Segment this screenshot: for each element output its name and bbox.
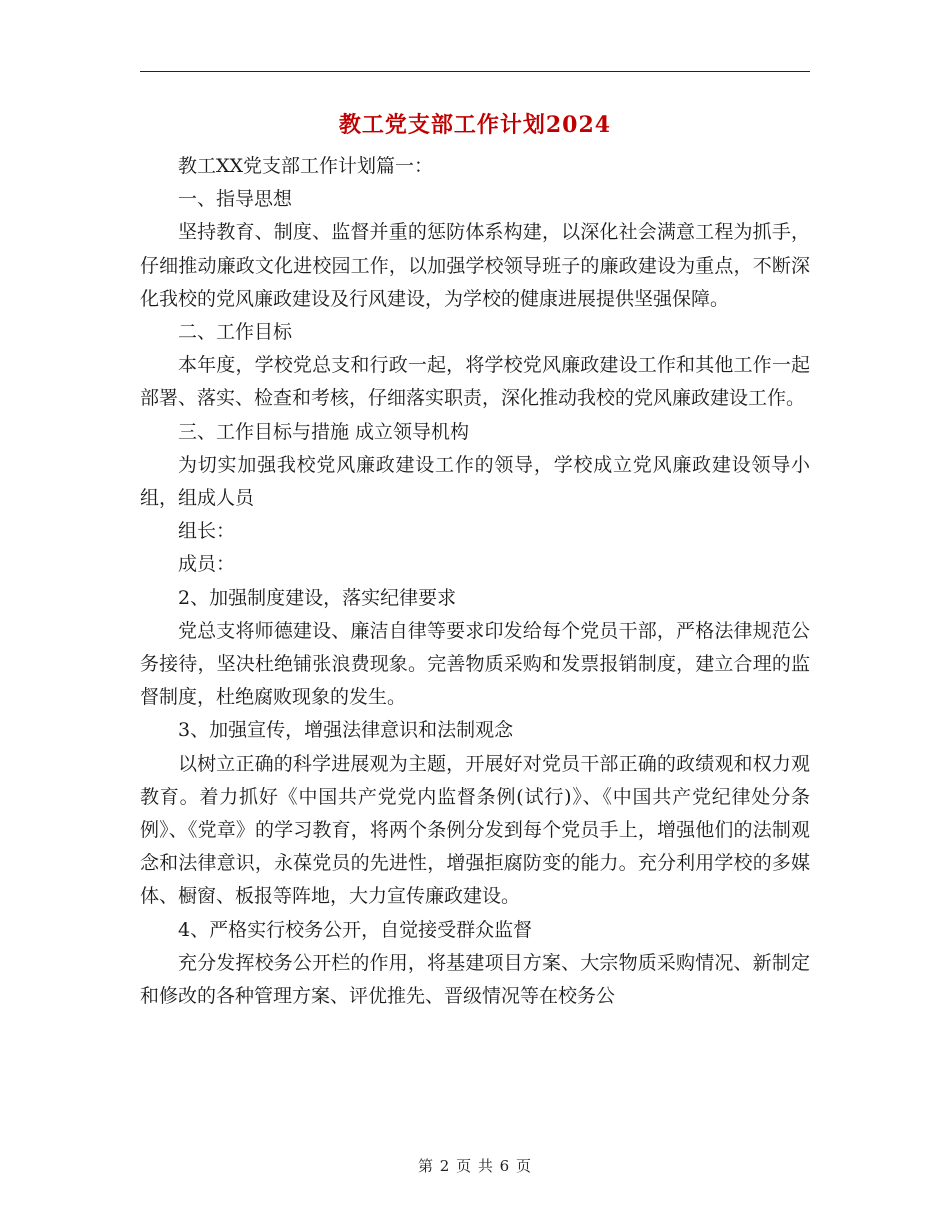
paragraph: 组长： xyxy=(178,520,236,543)
paragraph: 教工XX党支部工作计划篇一： xyxy=(178,155,434,177)
paragraph: 本年度，学校党总支和行政一起，将学校党风廉政建设工作和其他工作一起部署、落实、检查和考核，仔细落实职责，深化推动我校的党风廉政建设工作。 xyxy=(140,354,810,410)
header-rule xyxy=(140,71,810,72)
page-number-footer: 第 2 页 共 6 页 xyxy=(418,1157,532,1175)
paragraph: 党总支将师德建设、廉洁自律等要求印发给每个党员干部，严格法律规范公务接待，坚决杜绝铺张浪费现象。完善物质采购和发票报销制度，建立合理的监督制度，杜绝腐败现象的发生。 xyxy=(140,619,810,709)
section-heading: 三、工作目标与措施 成立领导机构 xyxy=(178,420,470,443)
section-heading: 3、加强宣传，增强法律意识和法制观念 xyxy=(178,719,514,742)
section-heading: 一、指导思想 xyxy=(178,188,293,211)
paragraph: 充分发挥校务公开栏的作用，将基建项目方案、大宗物质采购情况、新制定和修改的各种管理方案、评优推先、晋级情况等在校务公 xyxy=(140,951,810,1008)
section-heading: 4、严格实行校务公开，自觉接受群众监督 xyxy=(178,918,533,941)
document-body xyxy=(140,150,810,1013)
section-heading: 二、工作目标 xyxy=(178,321,293,344)
section-heading: 2、加强制度建设，落实纪律要求 xyxy=(178,586,457,609)
paragraph: 以树立正确的科学进展观为主题，开展好对党员干部正确的政绩观和权力观教育。着力抓好《中国共产党党内监督条例(试行)》、《中国共产党纪律处分条例》、《党章》的学习教育，将两个条例分发到每个党员手上，增强他们的法制观念和法律意识，永葆党员的先进性，增强拒腐防变的能力。充分利用学校的多媒体、橱窗、板报等阵地，大力宣传廉政建设。 xyxy=(140,752,810,908)
document-title: 教工党支部工作计划2024 xyxy=(338,112,612,138)
paragraph: 成员： xyxy=(178,553,236,576)
paragraph: 坚持教育、制度、监督并重的惩防体系构建，以深化社会满意工程为抓手，仔细推动廉政文化进校园工作，以加强学校领导班子的廉政建设为重点，不断深化我校的党风廉政建设及行风建设，为学校的健康进展提供坚强保障。 xyxy=(140,221,810,310)
paragraph: 为切实加强我校党风廉政建设工作的领导，学校成立党风廉政建设领导小组，组成人员 xyxy=(140,453,810,510)
